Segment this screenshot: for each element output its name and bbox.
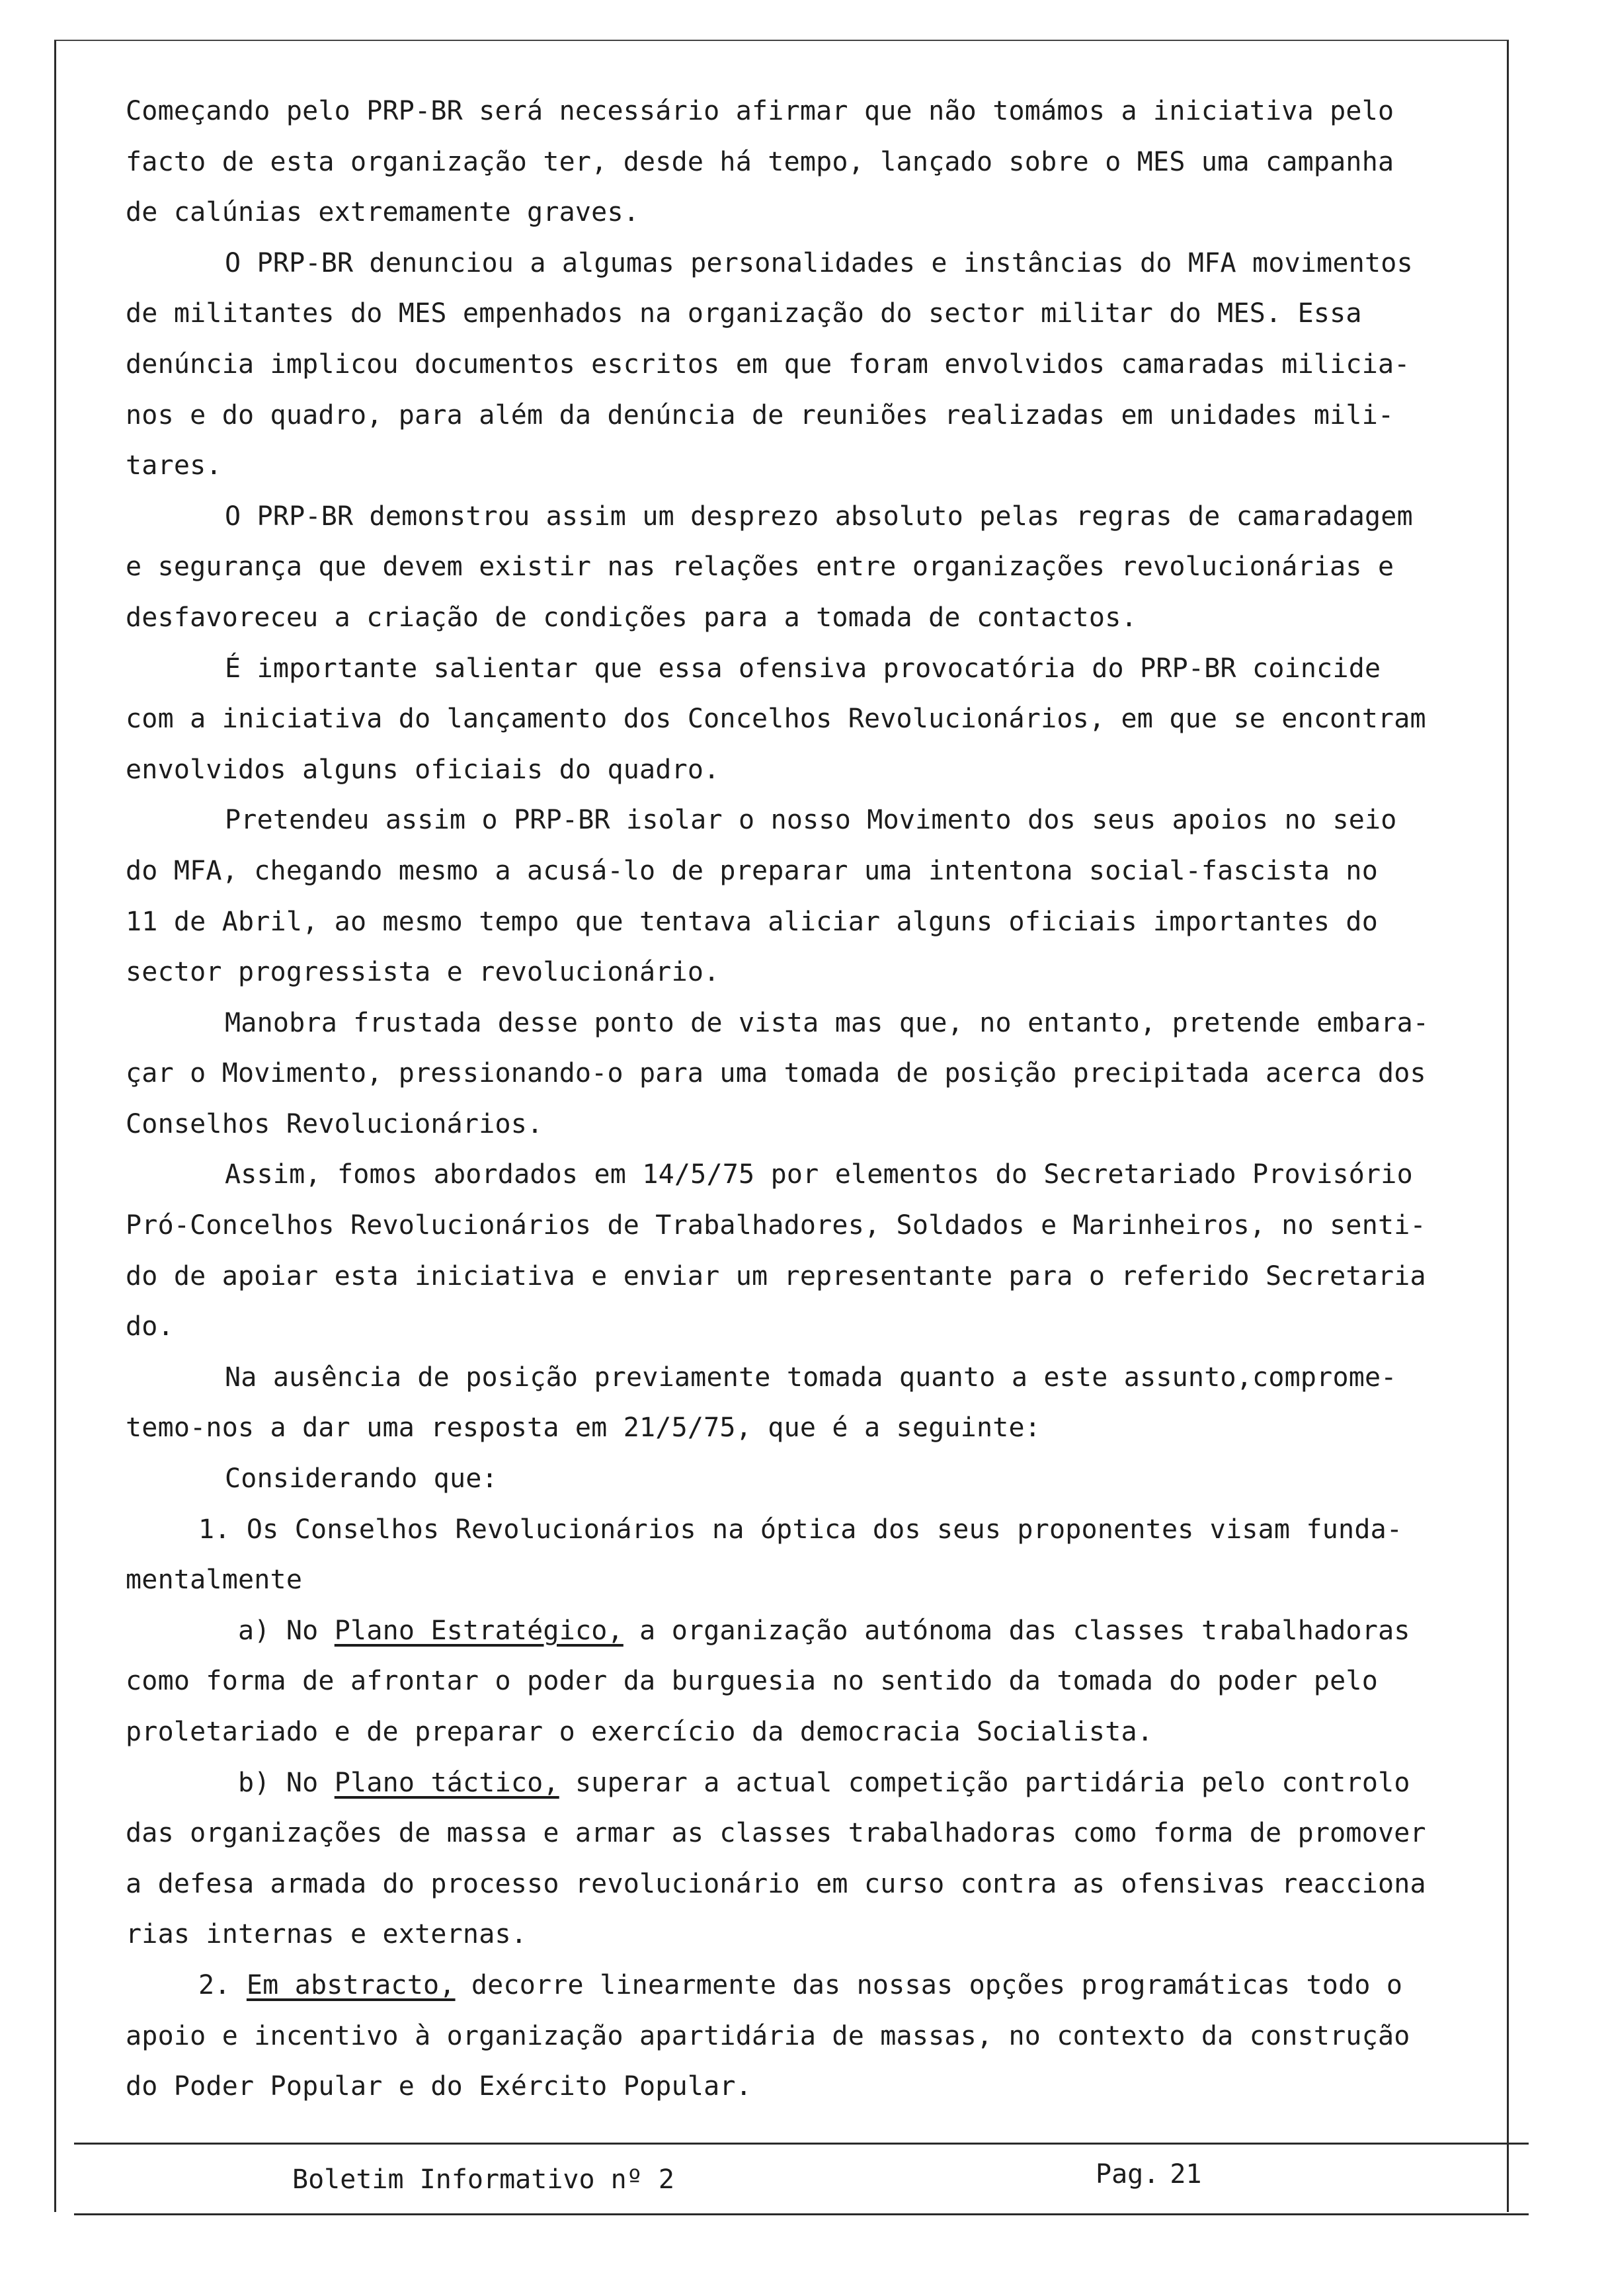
document-body <box>126 86 1455 2112</box>
text-line: com a iniciativa do lançamento dos Concelhos Revolucionários, em que se encontram <box>126 704 1426 735</box>
text-line: 11 de Abril, ao mesmo tempo que tentava aliciar alguns oficiais importantes do <box>126 906 1378 937</box>
paragraph-start: É importante salientar que essa ofensiva provocatória do PRP-BR coincide <box>225 653 1381 684</box>
list-item-1a <box>126 1606 1455 1657</box>
list-number: 2. <box>198 1969 231 2000</box>
text-line: desfavoreceu a criação de condições para a tomada de contactos. <box>126 602 1137 633</box>
text-line: de calúnias extremamente graves. <box>126 197 640 228</box>
list-item-1b <box>126 1758 1455 1809</box>
footer-title: Boletim Informativo nº 2 <box>292 2164 674 2195</box>
list-text: superar a actual competição partidária pelo controlo <box>575 1767 1410 1798</box>
text-line: facto de esta organização ter, desde há tempo, lançado sobre o MES uma campanha <box>126 146 1394 177</box>
underlined-term: Em abstracto, <box>246 1969 456 2000</box>
text-line: Pró-Concelhos Revolucionários de Trabalhadores, Soldados e Marinheiros, no senti- <box>126 1210 1426 1241</box>
text-line: de militantes do MES empenhados na organização do sector militar do MES. Essa <box>126 298 1362 329</box>
text-line: do MFA, chegando mesmo a acusá-lo de preparar uma intentona social-fascista no <box>126 855 1378 886</box>
text-line: çar o Movimento, pressionando-o para uma tomada de posição precipitada acerca dos <box>126 1058 1426 1089</box>
paragraph-start: Na ausência de posição previamente tomada quanto a este assunto,comprome- <box>225 1362 1397 1393</box>
text-line: do. <box>126 1311 174 1342</box>
paragraph-start: O PRP-BR demonstrou assim um desprezo absoluto pelas regras de camaradagem <box>225 501 1413 532</box>
text-line: rias internas e externas. <box>126 1919 528 1950</box>
list-item-1 <box>126 1504 1455 1555</box>
list-number: 1. <box>198 1514 231 1545</box>
text-line: mentalmente <box>126 1565 303 1596</box>
underlined-term: Plano táctico, <box>334 1767 559 1798</box>
page-label: Pag. <box>1096 2159 1160 2190</box>
text-line: temo-nos a dar uma resposta em 21/5/75, que é a seguinte: <box>126 1413 1041 1444</box>
text-line: nos e do quadro, para além da denúncia de reuniões realizadas em unidades mili- <box>126 399 1394 430</box>
list-marker: a) <box>238 1615 270 1646</box>
text-line: tares. <box>126 450 222 481</box>
paragraph-start: O PRP-BR denunciou a algumas personalidades e instâncias do MFA movimentos <box>225 247 1413 278</box>
paragraph-start: Pretendeu assim o PRP-BR isolar o nosso Movimento dos seus apoios no seio <box>225 805 1397 836</box>
text-line: Conselhos Revolucionários. <box>126 1108 543 1139</box>
list-text: a organização autónoma das classes trabalhadoras <box>639 1615 1410 1646</box>
considerando-heading: Considerando que: <box>225 1463 498 1495</box>
list-lead: No <box>286 1615 319 1646</box>
page-number-value: 21 <box>1170 2159 1202 2190</box>
text-line: e segurança que devem existir nas relações entre organizações revolucionárias e <box>126 552 1394 583</box>
text-line: do Poder Popular e do Exército Popular. <box>126 2071 752 2102</box>
text-line: denúncia implicou documentos escritos em que foram envolvidos camaradas milicia- <box>126 348 1410 380</box>
paragraph-start: Manobra frustada desse ponto de vista mas que, no entanto, pretende embara- <box>225 1007 1429 1038</box>
page-number <box>1096 2159 1202 2190</box>
text-line: apoio e incentivo à organização apartidária de massas, no contexto da construção <box>126 2020 1410 2051</box>
list-item-2 <box>126 1960 1455 2011</box>
text-line: a defesa armada do processo revolucionário em curso contra as ofensivas reacciona <box>126 1868 1426 1899</box>
text-line: do de apoiar esta iniciativa e enviar um representante para o referido Secretaria <box>126 1260 1426 1292</box>
list-text: decorre linearmente das nossas opções programáticas todo o <box>471 1969 1403 2000</box>
text-line: sector progressista e revolucionário. <box>126 957 720 988</box>
underlined-term: Plano Estratégico, <box>334 1615 623 1646</box>
paragraph-start: Assim, fomos abordados em 14/5/75 por elementos do Secretariado Provisório <box>225 1159 1413 1190</box>
text-line: proletariado e de preparar o exercício da democracia Socialista. <box>126 1717 1154 1747</box>
text-line: como forma de afrontar o poder da burguesia no sentido da tomada do poder pelo <box>126 1666 1378 1697</box>
list-lead: No <box>286 1767 319 1798</box>
text-line: Começando pelo PRP-BR será necessário afirmar que não tomámos a iniciativa pelo <box>126 96 1394 126</box>
list-marker: b) <box>238 1767 270 1798</box>
page-footer <box>74 2143 1529 2215</box>
list-text: Os Conselhos Revolucionários na óptica dos seus proponentes visam funda- <box>246 1514 1403 1545</box>
text-line: das organizações de massa e armar as classes trabalhadoras como forma de promover <box>126 1818 1426 1849</box>
text-line: envolvidos alguns oficiais do quadro. <box>126 754 720 785</box>
